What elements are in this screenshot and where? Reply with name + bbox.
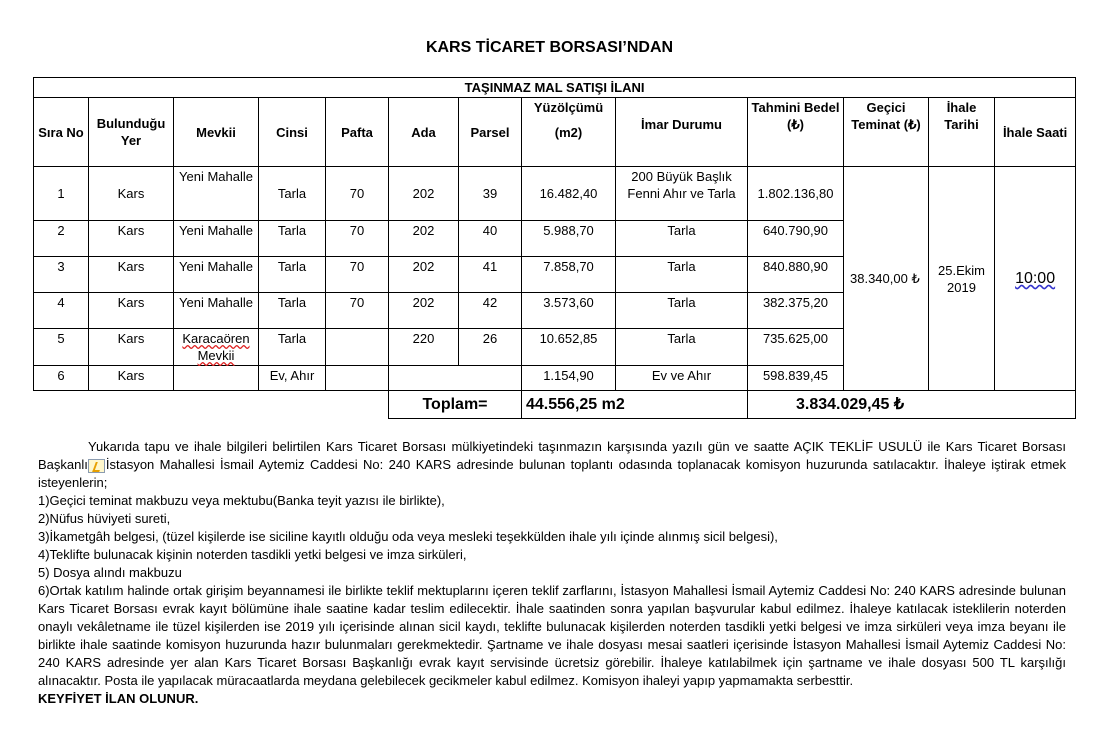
cell-yuzolcumu: 3.573,60 — [522, 293, 616, 329]
cell-sira: 2 — [34, 221, 89, 257]
list-item: 4)Teklifte bulunacak kişinin noterden tasdikli yetki belgesi ve imza sirküleri, — [38, 547, 467, 562]
cell-yuzolcumu: 16.482,40 — [522, 167, 616, 221]
col-header-cinsi: Cinsi — [259, 98, 326, 167]
cell-imar: Tarla — [616, 257, 748, 293]
intro-text-a: Yukarıda tapu ve ihale bilgileri belirtilen Kars Ticaret Borsası mülkiyetindeki taşınmazın karşısında yazılı gün ve saatte AÇIK TEKLİF USULÜ ile Kars Ticaret Borsası Başkanlı — [38, 439, 1066, 472]
cell-parsel: 42 — [459, 293, 522, 329]
cell-cinsi: Tarla — [259, 167, 326, 221]
cell-bedel: 1.802.136,80 — [748, 167, 844, 221]
mevkii-text: Karacaören Mevkii — [182, 331, 250, 363]
col-header-bulundugu-yer: Bulunduğu Yer — [89, 98, 174, 167]
cell-ada-parsel — [389, 366, 522, 391]
auction-table — [33, 77, 1076, 419]
list-item: 6)Ortak katılım halinde ortak girişim beyannamesi ile birlikte teklif mektuplarını içeren teklif zarflarını, İstasyon Mahallesi İsmail Aytemiz Caddesi No: 240 KARS adresinde bulunan Kars Ticaret Borsası evrak kayıt bölümüne ihale saatine kadar teslim edilecektir. İhale saatinden sonra yapılan başvurular kabul edilmez. İhaleye katılacak isteklilerin noterden onaylı vekâletname ile tüzel kişilerden ise 2019 yılı içerisinde alınan sicil kaydı, teklifte bulunacak kişilerden noterden tasdikli yetki belgesi ve imza sirküleri veya imza beyanı ile birlikte ihale saatinde komisyon huzurunda hazır bulunmaları gerekmektedir. Şartname ve ihale dosyası mesai saatleri içerisinde İstasyon Mahallesi İsmail Aytemiz Caddesi No: 240 KARS adresinde yer alan Kars Ticaret Borsası Başkanlığı evrak kayıt servisinde ücretsiz görebilir. İhaleye katılabilmek için şartname ve ihale dosyası 500 TL karşılığı alınacaktır. Posta ile yapılacak müracaatlarda meydana gelebilecek gecikmeler kabul edilmez. Komisyon ihaleyi yapıp yapmamakta serbesttir. — [38, 583, 1066, 688]
cell-parsel: 26 — [459, 329, 522, 366]
col-header-imar: İmar Durumu — [616, 98, 748, 167]
closing-line: KEYFİYET İLAN OLUNUR. — [38, 691, 199, 706]
col-header-yuzolcumu — [522, 98, 616, 167]
cell-yuzolcumu: 1.154,90 — [522, 366, 616, 391]
cell-yer: Kars — [89, 257, 174, 293]
cell-imar: Ev ve Ahır — [616, 366, 748, 391]
cell-imar: Tarla — [616, 221, 748, 257]
table-caption: TAŞINMAZ MAL SATIŞI İLANI — [34, 78, 1076, 98]
cell-yer: Kars — [89, 329, 174, 366]
list-item: 2)Nüfus hüviyeti sureti, — [38, 511, 171, 526]
cell-ada: 202 — [389, 167, 459, 221]
cell-yuzolcumu: 10.652,85 — [522, 329, 616, 366]
cell-sira: 5 — [34, 329, 89, 366]
list-item: 1)Geçici teminat makbuzu veya mektubu(Banka teyit yazısı ile birlikte), — [38, 493, 445, 508]
col-header-ihale-saati: İhale Saati — [995, 98, 1076, 167]
total-area: 44.556,25 m2 — [522, 391, 748, 419]
cell-pafta: 70 — [326, 257, 389, 293]
col-header-ada: Ada — [389, 98, 459, 167]
cell-yer: Kars — [89, 221, 174, 257]
table-row — [34, 167, 1076, 221]
cell-cinsi: Ev, Ahır — [259, 366, 326, 391]
cell-cinsi: Tarla — [259, 329, 326, 366]
cell-cinsi: Tarla — [259, 257, 326, 293]
intro-text-b: İstasyon Mahallesi İsmail Aytemiz Caddesi No: 240 KARS adresinde bulunan toplantı odasında toplanacak komisyon huzurunda satılacaktır. İhaleye iştirak etmek isteyenlerin; — [38, 457, 1066, 490]
cell-pafta: 70 — [326, 293, 389, 329]
col-header-tahmini-bedel: Tahmini Bedel (₺) — [748, 98, 844, 167]
cell-pafta: 70 — [326, 167, 389, 221]
yuzolcumu-line1: Yüzölçümü — [533, 100, 604, 115]
cell-ada: 202 — [389, 293, 459, 329]
total-label: Toplam= — [389, 391, 522, 419]
cell-parsel: 41 — [459, 257, 522, 293]
total-amount: 3.834.029,45 ₺ — [748, 391, 1076, 419]
cell-bedel: 840.880,90 — [748, 257, 844, 293]
cell-imar: 200 Büyük Başlık Fenni Ahır ve Tarla — [616, 167, 748, 221]
col-header-pafta: Pafta — [326, 98, 389, 167]
cell-parsel: 40 — [459, 221, 522, 257]
ihale-saati-value: 10:00 — [1015, 270, 1056, 287]
cell-bedel: 382.375,20 — [748, 293, 844, 329]
cell-sira: 1 — [34, 167, 89, 221]
cell-mevkii — [174, 329, 259, 366]
cell-ada: 220 — [389, 329, 459, 366]
cell-pafta: 70 — [326, 221, 389, 257]
cell-bedel: 735.625,00 — [748, 329, 844, 366]
cell-pafta — [326, 329, 389, 366]
cell-pafta — [326, 366, 389, 391]
cell-cinsi: Tarla — [259, 293, 326, 329]
list-item: 3)İkametgâh belgesi, (tüzel kişilerde ise siciline kayıtlı olduğu oda veya mesleki teşekkülden ihale yılı içinde alınmış sicil belgesi), — [38, 529, 778, 544]
cell-mevkii: Yeni Mahalle — [174, 293, 259, 329]
cell-bedel: 640.790,90 — [748, 221, 844, 257]
cell-bedel: 598.839,45 — [748, 366, 844, 391]
col-header-mevkii: Mevkii — [174, 98, 259, 167]
cell-yer: Kars — [89, 366, 174, 391]
col-header-ihale-tarihi: İhale Tarihi — [929, 98, 995, 167]
cell-yuzolcumu: 7.858,70 — [522, 257, 616, 293]
yuzolcumu-line2: (m2) — [554, 125, 583, 140]
col-header-parsel: Parsel — [459, 98, 522, 167]
smart-tag-icon[interactable] — [88, 459, 105, 473]
intro-paragraph — [38, 438, 1066, 492]
cell-ada: 202 — [389, 221, 459, 257]
cell-yer: Kars — [89, 293, 174, 329]
cell-yuzolcumu: 5.988,70 — [522, 221, 616, 257]
col-header-gecici-teminat: Geçici Teminat (₺) — [844, 98, 929, 167]
cell-yer: Kars — [89, 167, 174, 221]
col-header-sira: Sıra No — [34, 98, 89, 167]
cell-sira: 6 — [34, 366, 89, 391]
cell-ihale-tarihi: 25.Ekim 2019 — [929, 167, 995, 391]
cell-mevkii: Yeni Mahalle — [174, 221, 259, 257]
list-item: 5) Dosya alındı makbuzu — [38, 565, 182, 580]
page-title: KARS TİCARET BORSASI’NDAN — [425, 39, 674, 56]
cell-mevkii: Yeni Mahalle — [174, 167, 259, 221]
cell-ihale-saati — [995, 167, 1076, 391]
total-row — [34, 391, 1076, 419]
cell-mevkii — [174, 366, 259, 391]
cell-sira: 3 — [34, 257, 89, 293]
announcement-body — [38, 438, 1066, 708]
cell-sira: 4 — [34, 293, 89, 329]
cell-cinsi: Tarla — [259, 221, 326, 257]
cell-imar: Tarla — [616, 293, 748, 329]
cell-ada: 202 — [389, 257, 459, 293]
cell-parsel: 39 — [459, 167, 522, 221]
cell-imar: Tarla — [616, 329, 748, 366]
total-spacer — [34, 391, 389, 419]
cell-gecici-teminat: 38.340,00 ₺ — [844, 167, 929, 391]
cell-mevkii: Yeni Mahalle — [174, 257, 259, 293]
